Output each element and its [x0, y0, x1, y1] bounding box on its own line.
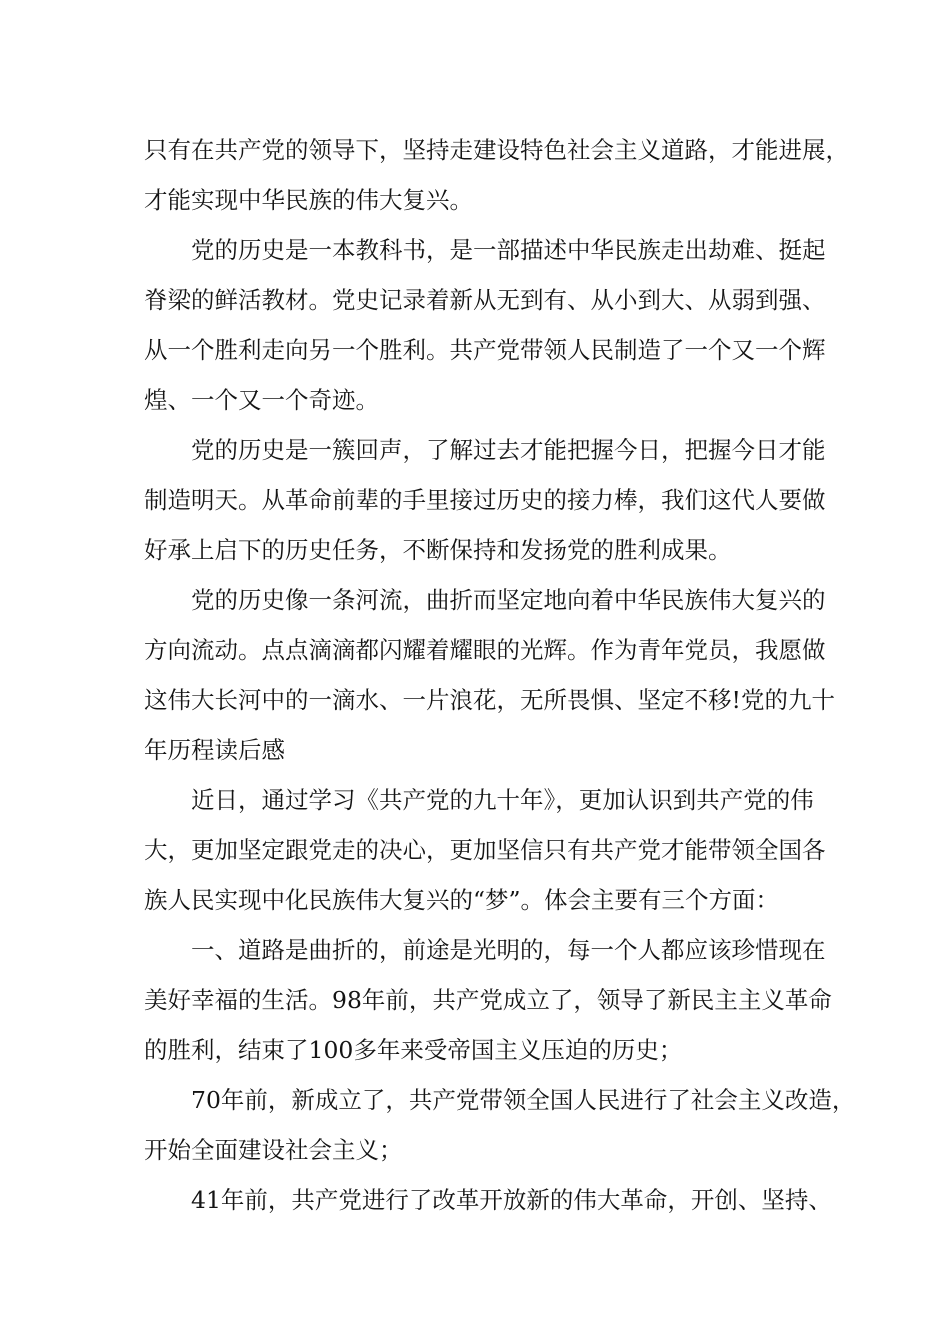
text-line: 党的历史是一本教科书，是一部描述中华民族走出劫难、挺起 [191, 236, 826, 264]
text-line: 开始全面建设社会主义； [144, 1136, 403, 1164]
text-line: 好承上启下的历史任务，不断保持和发扬党的胜利成果。 [144, 536, 732, 564]
text-line: 才能实现中华民族的伟大复兴。 [144, 186, 473, 214]
text-line: 这伟大长河中的一滴水、一片浪花，无所畏惧、坚定不移!党的九十 [144, 686, 835, 714]
text-line: 70年前，新成立了，共产党带领全国人民进行了社会主义改造， [191, 1086, 856, 1114]
text-line: 党的历史是一簇回声，了解过去才能把握今日，把握今日才能 [191, 436, 826, 464]
text-line: 年历程读后感 [144, 736, 285, 764]
text-line: 近日，通过学习《共产党的九十年》，更加认识到共产党的伟 [191, 786, 814, 814]
text-line: 美好幸福的生活。98年前，共产党成立了，领导了新民主主义革命 [144, 986, 832, 1014]
text-line: 方向流动。点点滴滴都闪耀着耀眼的光辉。作为青年党员，我愿做 [144, 636, 826, 664]
text-line: 煌、一个又一个奇迹。 [144, 386, 379, 414]
text-line: 只有在共产党的领导下，坚持走建设特色社会主义道路，才能进展， [144, 136, 849, 164]
text-line: 脊梁的鲜活教材。党史记录着新从无到有、从小到大、从弱到强、 [144, 286, 826, 314]
text-line: 一、道路是曲折的，前途是光明的，每一个人都应该珍惜现在 [191, 936, 826, 964]
text-line: 制造明天。从革命前辈的手里接过历史的接力棒，我们这代人要做 [144, 486, 826, 514]
text-line: 从一个胜利走向另一个胜利。共产党带领人民制造了一个又一个辉 [144, 336, 826, 364]
text-line: 的胜利，结束了100多年来受帝国主义压迫的历史； [144, 1036, 683, 1064]
text-line: 族人民实现中化民族伟大复兴的“梦”。体会主要有三个方面： [144, 886, 780, 914]
text-line: 41年前，共产党进行了改革开放新的伟大革命，开创、坚持、 [191, 1186, 832, 1214]
text-line: 党的历史像一条河流，曲折而坚定地向着中华民族伟大复兴的 [191, 586, 826, 614]
text-line: 大，更加坚定跟党走的决心，更加坚信只有共产党才能带领全国各 [144, 836, 826, 864]
